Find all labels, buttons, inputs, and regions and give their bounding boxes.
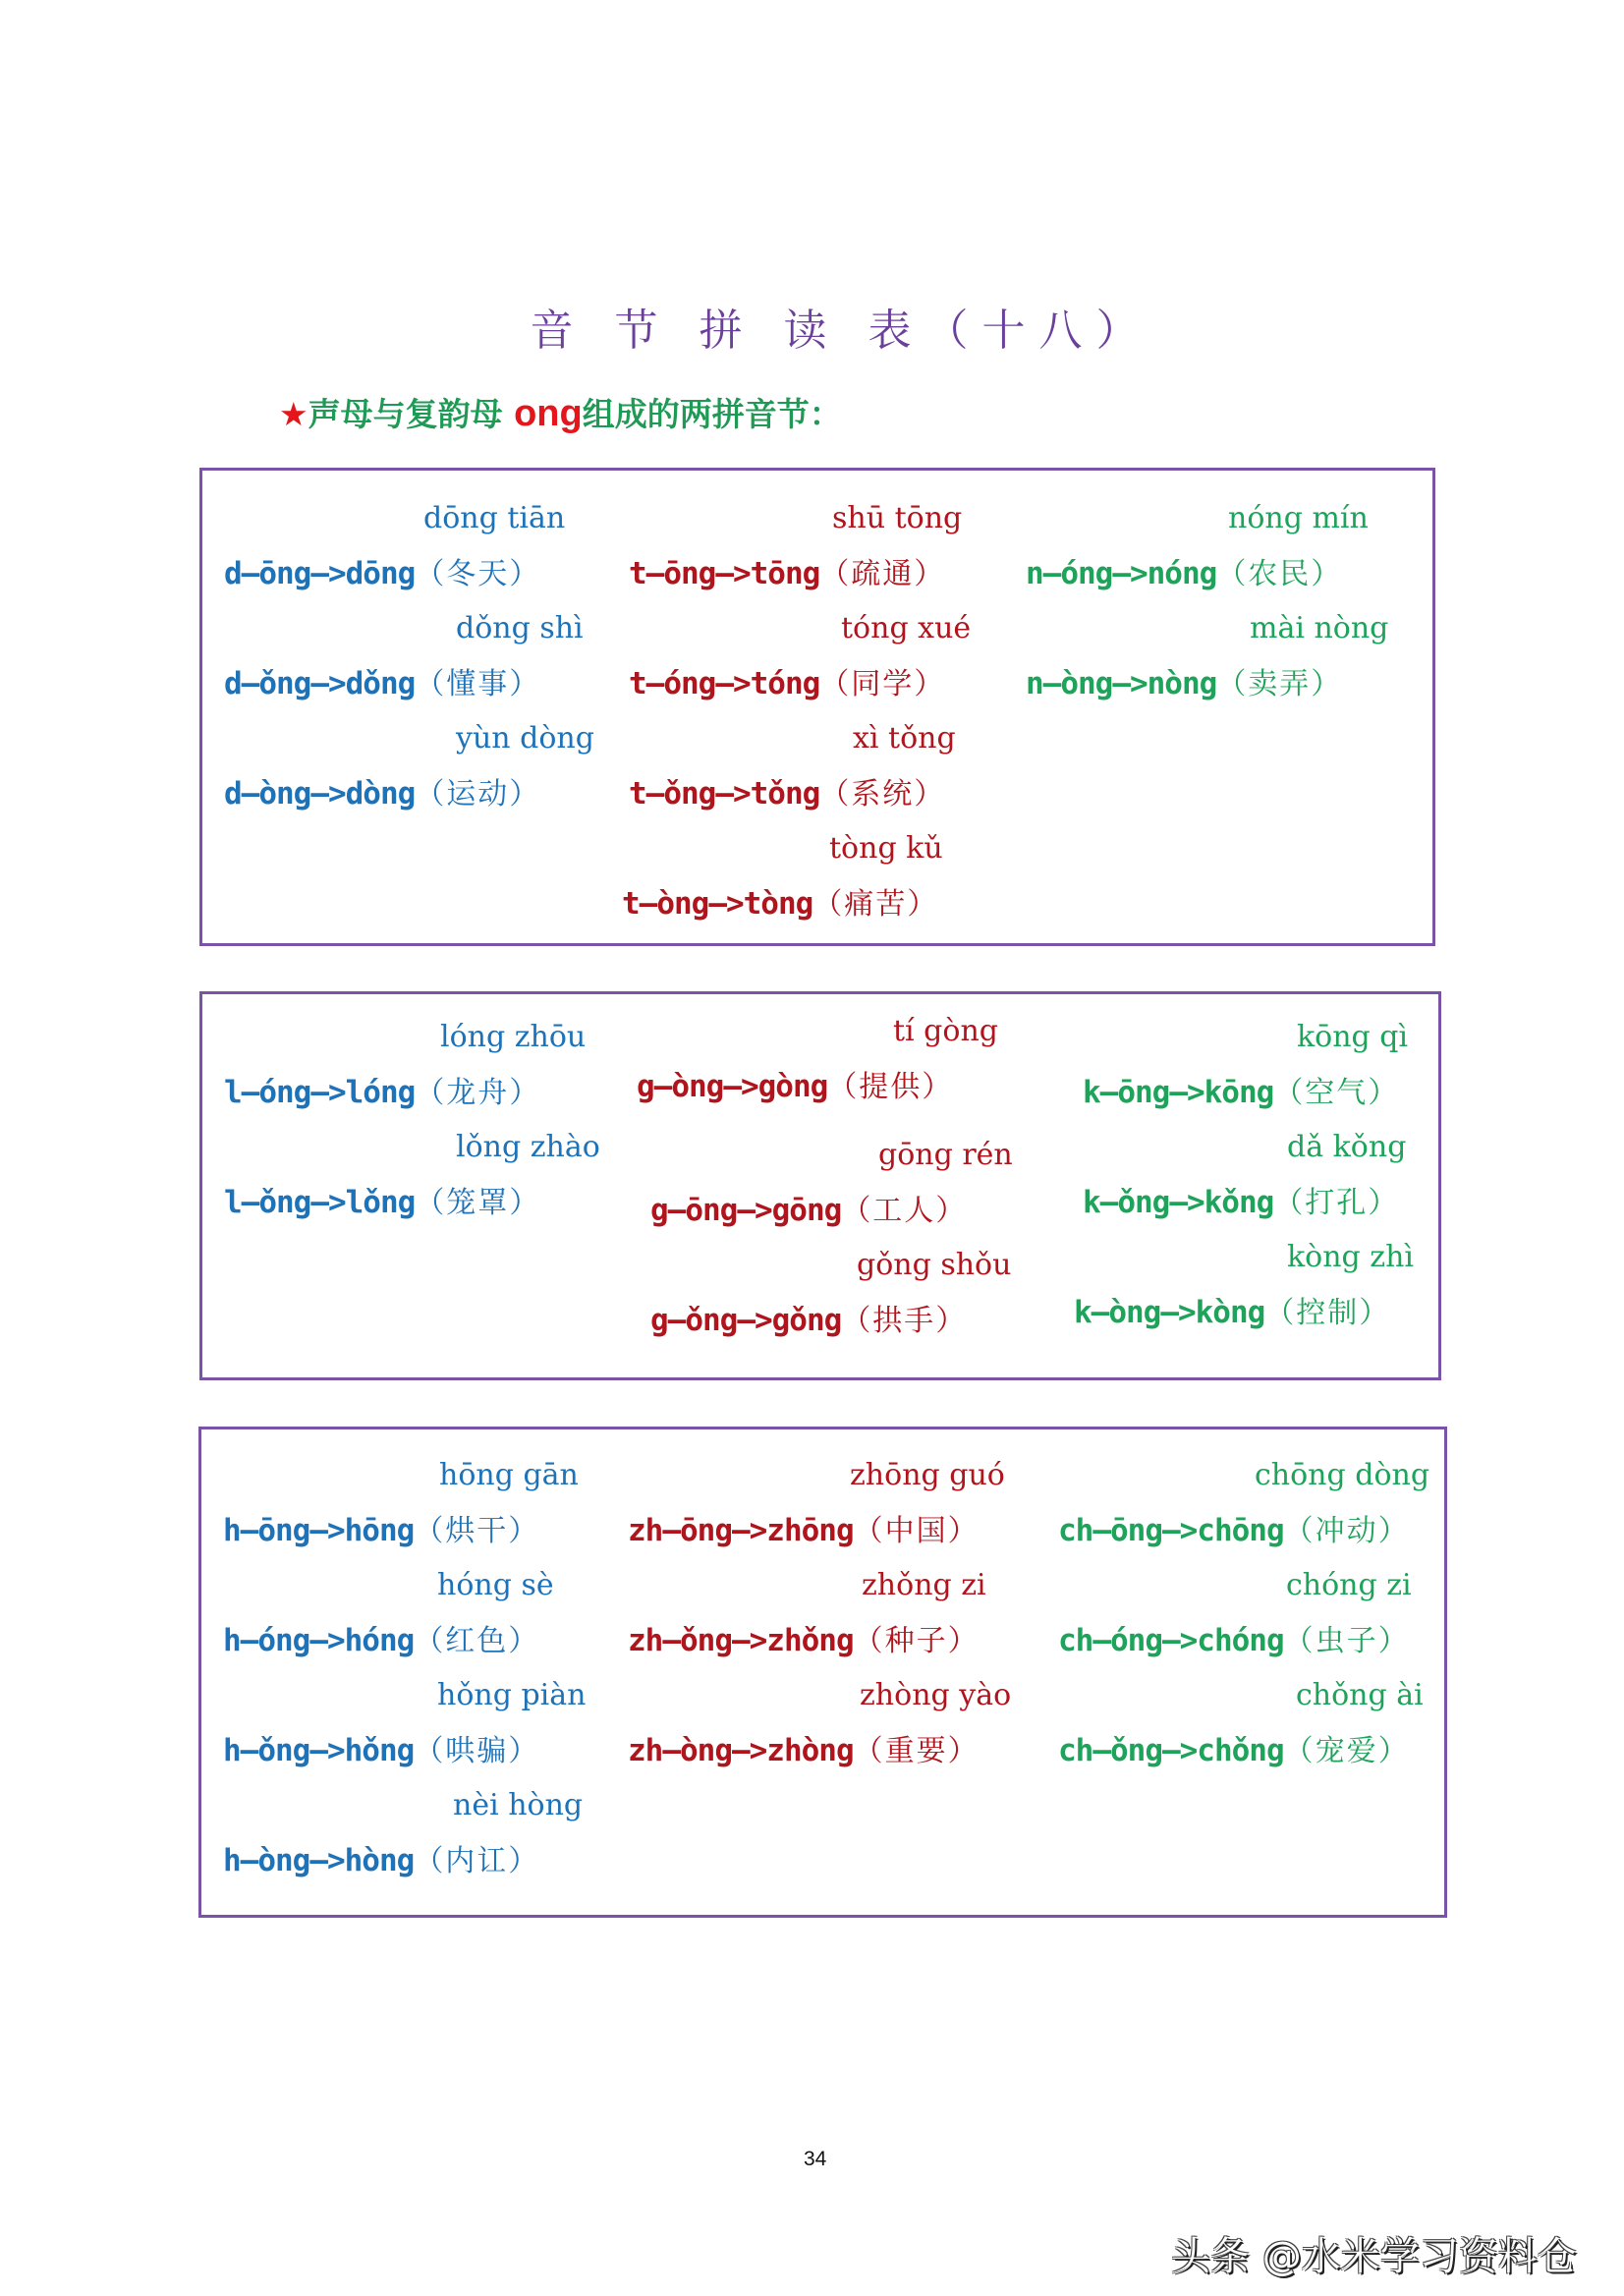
spelling-line — [628, 1613, 980, 1668]
pinyin-reading: hǒng piàn — [437, 1678, 587, 1712]
list-item — [1058, 1668, 1451, 1778]
syllable-box-1 — [199, 468, 1435, 946]
chinese-word: （打孔） — [1273, 1186, 1400, 1220]
list-item — [224, 1120, 617, 1230]
spelling: zh—òng—>zhòng — [628, 1733, 854, 1768]
pinyin-reading: xì tǒng — [853, 721, 956, 756]
spelling-line — [1083, 1065, 1399, 1120]
list-item — [626, 1668, 1048, 1778]
spelling: k—ǒng—>kǒng — [1083, 1185, 1274, 1220]
list-item — [1081, 1010, 1454, 1120]
spelling: k—òng—>kòng — [1074, 1295, 1265, 1330]
spelling-line — [1058, 1503, 1410, 1558]
chinese-word: （运动） — [415, 777, 541, 812]
column-h — [223, 1448, 616, 1888]
list-item — [625, 601, 1037, 711]
column-g — [635, 1004, 1047, 1348]
pinyin-reading: chōng dòng — [1255, 1458, 1430, 1492]
spelling: k—ōng—>kōng — [1083, 1075, 1274, 1110]
list-item — [1026, 491, 1419, 601]
pinyin-reading: tóng xué — [841, 611, 972, 645]
column-l — [224, 1010, 617, 1230]
pinyin-reading: lóng zhōu — [440, 1020, 587, 1054]
column-zh — [626, 1448, 1048, 1778]
list-item — [223, 1668, 616, 1778]
pinyin-reading: dōng tiān — [423, 501, 566, 535]
spelling: t—ǒng—>tǒng — [629, 776, 820, 812]
spelling-line — [637, 1059, 953, 1114]
section-heading — [279, 389, 842, 435]
spelling-line — [650, 1183, 967, 1238]
pinyin-reading: yùn dòng — [456, 721, 594, 756]
spelling: h—ōng—>hōng — [223, 1513, 415, 1548]
spelling-line — [629, 656, 945, 711]
column-d — [224, 491, 617, 821]
chinese-word: （宠爱） — [1283, 1734, 1410, 1768]
chinese-word: （工人） — [841, 1194, 968, 1228]
list-item — [224, 491, 617, 601]
list-item — [635, 1128, 1047, 1238]
spelling-line — [1074, 1285, 1390, 1340]
column-k — [1074, 1010, 1454, 1340]
spelling: g—òng—>gòng — [637, 1069, 828, 1104]
pinyin-reading: dǒng shì — [456, 611, 584, 645]
spelling: h—ǒng—>hǒng — [223, 1733, 415, 1768]
pinyin-reading: mài nòng — [1250, 611, 1389, 645]
pinyin-reading: zhōng guó — [850, 1458, 1005, 1492]
chinese-word: （系统） — [819, 777, 946, 812]
spelling-line — [1058, 1613, 1410, 1668]
list-item — [224, 1010, 617, 1120]
list-item — [1026, 601, 1419, 711]
pinyin-reading: zhǒng zi — [862, 1568, 986, 1602]
chinese-word: （哄骗） — [414, 1734, 540, 1768]
spelling: zh—ōng—>zhōng — [628, 1513, 854, 1548]
pinyin-reading: tí gòng — [893, 1014, 998, 1048]
pinyin-reading: kòng zhì — [1287, 1240, 1415, 1274]
list-item — [223, 1778, 616, 1888]
spelling: l—ǒng—>lǒng — [224, 1185, 416, 1220]
spelling-line — [223, 1503, 539, 1558]
chinese-word: （红色） — [414, 1624, 540, 1658]
column-n — [1026, 491, 1419, 711]
list-item — [223, 1558, 616, 1668]
star-icon: ★ — [279, 395, 308, 433]
spelling: g—ǒng—>gǒng — [650, 1303, 842, 1338]
list-item — [626, 1558, 1048, 1668]
spelling-line — [224, 1175, 540, 1230]
section-heading-highlight: ong — [514, 393, 583, 434]
pinyin-reading: hōng gān — [439, 1458, 579, 1492]
spelling: n—òng—>nòng — [1026, 666, 1217, 701]
spelling: n—óng—>nóng — [1026, 556, 1217, 591]
spelling-line — [223, 1833, 539, 1888]
spelling: ch—ǒng—>chǒng — [1058, 1733, 1284, 1768]
spelling-line — [1083, 1175, 1399, 1230]
spelling: h—óng—>hóng — [223, 1623, 415, 1658]
spelling: g—ōng—>gōng — [650, 1193, 842, 1228]
pinyin-reading: chǒng ài — [1296, 1678, 1424, 1712]
chinese-word: （中国） — [853, 1514, 980, 1548]
spelling-line — [224, 1065, 540, 1120]
chinese-word: （内讧） — [414, 1844, 540, 1878]
spelling: d—ǒng—>dǒng — [224, 666, 416, 701]
pinyin-reading: zhòng yào — [860, 1678, 1012, 1712]
list-item — [635, 1004, 1047, 1128]
list-item — [1074, 1230, 1454, 1340]
spelling-line — [223, 1613, 539, 1668]
spelling-line — [1058, 1723, 1410, 1778]
chinese-word: （空气） — [1273, 1076, 1400, 1110]
spelling-line — [224, 656, 540, 711]
pinyin-reading: chóng zi — [1286, 1568, 1412, 1602]
chinese-word: （痛苦） — [812, 887, 939, 922]
spelling-line — [1026, 546, 1342, 601]
list-item — [622, 821, 1037, 931]
pinyin-reading: tòng kǔ — [829, 831, 943, 866]
syllable-box-3 — [198, 1427, 1447, 1918]
list-item — [224, 711, 617, 821]
page-number: 34 — [804, 2148, 827, 2170]
chinese-word: （同学） — [819, 667, 946, 701]
pinyin-reading: lǒng zhào — [456, 1130, 600, 1164]
list-item — [223, 1448, 616, 1558]
spelling-line — [223, 1723, 539, 1778]
chinese-word: （重要） — [853, 1734, 980, 1768]
column-ch — [1058, 1448, 1451, 1778]
spelling: t—óng—>tóng — [629, 666, 820, 701]
chinese-word: （种子） — [853, 1624, 980, 1658]
chinese-word: （控制） — [1264, 1296, 1391, 1330]
syllable-box-2 — [199, 991, 1441, 1380]
spelling: ch—óng—>chóng — [1058, 1623, 1284, 1658]
spelling: zh—ǒng—>zhǒng — [628, 1623, 854, 1658]
list-item — [635, 1238, 1047, 1348]
watermark: 头条 @水米学习资料仓 — [1171, 2234, 1577, 2279]
pinyin-reading: hóng sè — [437, 1568, 554, 1602]
pinyin-reading: gǒng shǒu — [857, 1248, 1012, 1282]
pinyin-reading: gōng rén — [878, 1138, 1013, 1172]
spelling-line — [629, 766, 945, 821]
spelling: t—ōng—>tōng — [629, 556, 820, 591]
spelling: d—ōng—>dōng — [224, 556, 416, 591]
spelling: ch—ōng—>chōng — [1058, 1513, 1284, 1548]
spelling-line — [628, 1503, 980, 1558]
spelling: d—òng—>dòng — [224, 776, 416, 812]
list-item — [626, 1448, 1048, 1558]
spelling: h—òng—>hòng — [223, 1843, 415, 1878]
section-heading-prefix: 声母与复韵母 — [308, 395, 515, 433]
chinese-word: （冲动） — [1283, 1514, 1410, 1548]
spelling-line — [1026, 656, 1342, 711]
column-t — [622, 491, 1037, 931]
chinese-word: （烘干） — [414, 1514, 540, 1548]
pinyin-reading: shū tōng — [832, 501, 963, 535]
page-title: 音 节 拼 读 表（十八） — [530, 306, 1153, 356]
section-heading-suffix: 组成的两拼音节： — [582, 395, 842, 433]
chinese-word: （懂事） — [415, 667, 541, 701]
chinese-word: （农民） — [1216, 557, 1343, 591]
spelling-line — [629, 546, 945, 601]
list-item — [1058, 1448, 1451, 1558]
pinyin-reading: nóng mín — [1228, 501, 1369, 535]
chinese-word: （冬天） — [415, 557, 541, 591]
spelling: t—òng—>tòng — [622, 886, 813, 922]
spelling-line — [628, 1723, 980, 1778]
list-item — [224, 601, 617, 711]
list-item — [625, 711, 1037, 821]
chinese-word: （笼罩） — [415, 1186, 541, 1220]
chinese-word: （卖弄） — [1216, 667, 1343, 701]
chinese-word: （疏通） — [819, 557, 946, 591]
pinyin-reading: dǎ kǒng — [1287, 1130, 1407, 1164]
chinese-word: （提供） — [827, 1070, 954, 1104]
spelling-line — [224, 766, 540, 821]
chinese-word: （拱手） — [841, 1304, 968, 1338]
spelling-line — [622, 876, 938, 931]
list-item — [1081, 1120, 1454, 1230]
pinyin-reading: kōng qì — [1297, 1020, 1409, 1054]
list-item — [1058, 1558, 1451, 1668]
chinese-word: （虫子） — [1283, 1624, 1410, 1658]
list-item — [625, 491, 1037, 601]
pinyin-reading: nèi hòng — [453, 1788, 584, 1822]
spelling-line — [650, 1293, 967, 1348]
spelling-line — [224, 546, 540, 601]
spelling: l—óng—>lóng — [224, 1075, 416, 1110]
chinese-word: （龙舟） — [415, 1076, 541, 1110]
